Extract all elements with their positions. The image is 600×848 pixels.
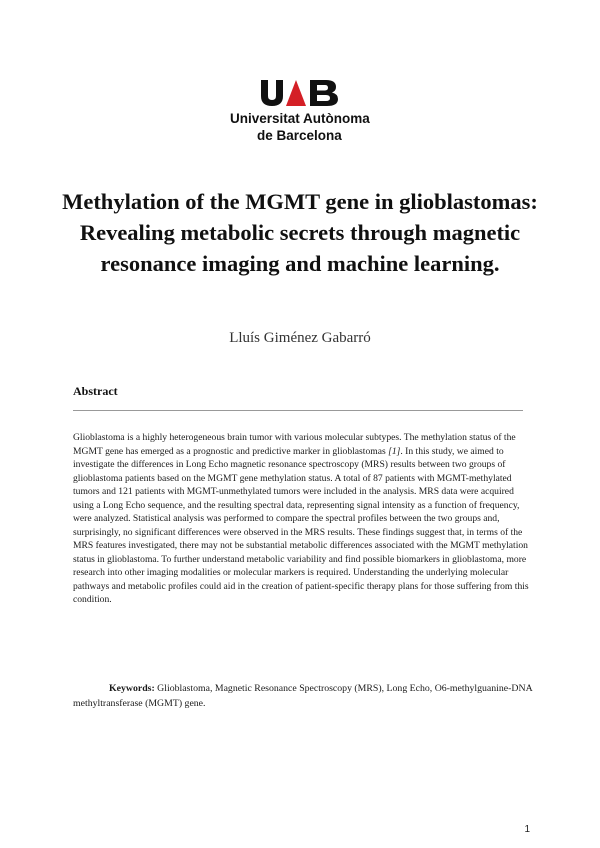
abstract-heading: Abstract — [73, 384, 118, 398]
citation-link[interactable]: [1] — [388, 445, 401, 457]
keywords-text: Glioblastoma, Magnetic Resonance Spectroscopy (MRS), Long Echo, O6-methylguanine-DNA methyltransferase (MGMT) gene. — [73, 683, 533, 709]
section-divider — [73, 410, 523, 411]
keywords-paragraph — [73, 682, 533, 711]
logo-university-name-line1: Universitat Autònoma — [230, 111, 370, 126]
abstract-text-part2: . In this study, we aimed to investigate the differences in Long Echo magnetic resonance spectroscopy (MRS) results between two groups of glioblastoma patients based on the MGMT gene methylation status. A total of 87 patients with MGMT-methylated tumors and 121 patients with MGMT-unmethylated tumors were included in the analysis. MRS data were acquired using a Long Echo sequence, and the resulting spectral data, representing signal intensity as a function of frequency, were analyzed. Statistical analysis was performed to compare the spectral profiles between the two groups and, surprisingly, no significant differences were observed in the MRS results. These findings suggest that, in terms of the MRS features investigated, there may not be substantial metabolic differences associated with the MGMT methylation status in glioblastoma. To further understand metabolic variability and find possible biomarkers in glioblastoma, more research into other imaging modalities or molecular markers is required. Understanding the underlying molecular pathways and metabolic profiles could aid in the creation of patient-specific therapy plans for those suffering from this condition. — [73, 445, 529, 605]
keywords-label: Keywords: — [109, 683, 155, 694]
author-name: Lluís Giménez Gabarró — [229, 330, 371, 346]
page-number: 1 — [524, 824, 530, 835]
abstract-text-part1: Glioblastoma is a highly heterogeneous brain tumor with various molecular subtypes. The methylation status of the MGMT gene has emerged as a prognostic and predictive marker in glioblastomas — [73, 432, 516, 457]
university-logo — [230, 80, 380, 150]
abstract-text — [73, 431, 535, 607]
paper-title: Methylation of the MGMT gene in glioblastomas: Revealing metabolic secrets through magnetic resonance imaging and machine learning. — [62, 189, 538, 276]
uab-logo-mark-icon — [260, 80, 342, 106]
logo-university-name-line2: de Barcelona — [257, 128, 342, 143]
